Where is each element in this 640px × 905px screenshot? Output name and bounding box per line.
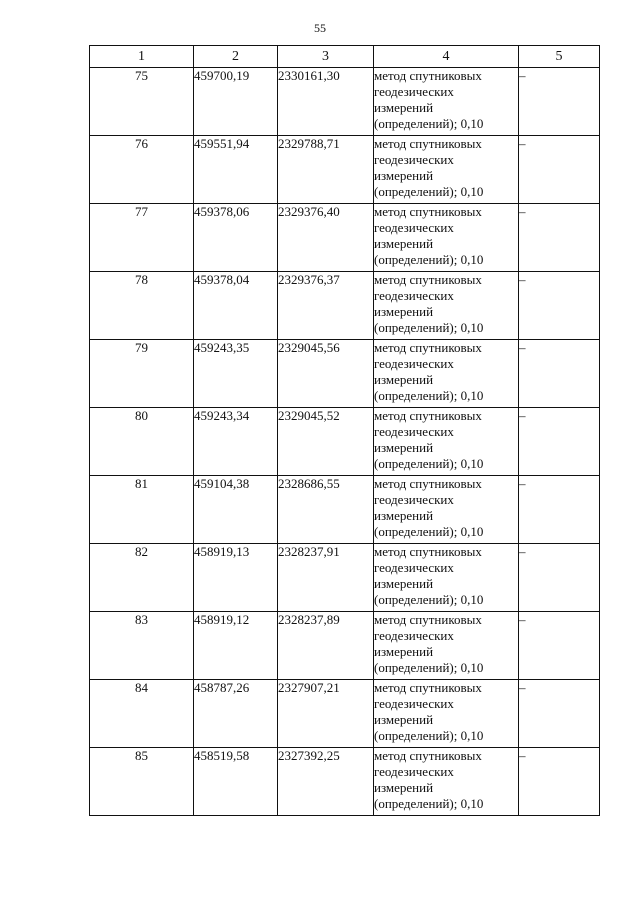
table-row — [90, 680, 600, 748]
point-number-cell: 76 — [90, 136, 194, 204]
description-cell: – — [519, 272, 600, 340]
method-cell — [374, 544, 519, 612]
x-coordinate-cell: 459378,06 — [194, 204, 278, 272]
description-cell: – — [519, 612, 600, 680]
method-line: (определений); 0,10 — [374, 592, 484, 607]
method-cell — [374, 340, 519, 408]
method-line: (определений); 0,10 — [374, 184, 484, 199]
description-cell: – — [519, 544, 600, 612]
method-line: измерений — [374, 168, 434, 183]
column-header-1: 1 — [90, 46, 194, 68]
point-number-cell: 80 — [90, 408, 194, 476]
table-row — [90, 68, 600, 136]
table-header — [90, 46, 600, 68]
description-cell: – — [519, 340, 600, 408]
x-coordinate-cell: 459551,94 — [194, 136, 278, 204]
x-coordinate-cell: 459104,38 — [194, 476, 278, 544]
method-line: геодезических — [374, 764, 454, 779]
method-line: метод спутниковых — [374, 68, 482, 83]
table-row — [90, 748, 600, 816]
x-coordinate-cell: 458919,13 — [194, 544, 278, 612]
method-line: (определений); 0,10 — [374, 252, 484, 267]
y-coordinate-cell: 2329376,37 — [278, 272, 374, 340]
y-coordinate-cell: 2329376,40 — [278, 204, 374, 272]
method-line: метод спутниковых — [374, 408, 482, 423]
x-coordinate-cell: 459243,35 — [194, 340, 278, 408]
method-line: геодезических — [374, 696, 454, 711]
table-row — [90, 408, 600, 476]
method-line: (определений); 0,10 — [374, 660, 484, 675]
x-coordinate-cell: 458519,58 — [194, 748, 278, 816]
method-line: измерений — [374, 644, 434, 659]
method-line: геодезических — [374, 356, 454, 371]
method-line: измерений — [374, 372, 434, 387]
table-row — [90, 476, 600, 544]
method-line: геодезических — [374, 560, 454, 575]
x-coordinate-cell: 458787,26 — [194, 680, 278, 748]
point-number-cell: 78 — [90, 272, 194, 340]
point-number-cell: 75 — [90, 68, 194, 136]
table-row — [90, 544, 600, 612]
method-cell — [374, 748, 519, 816]
y-coordinate-cell: 2330161,30 — [278, 68, 374, 136]
description-cell: – — [519, 680, 600, 748]
point-number-cell: 82 — [90, 544, 194, 612]
method-line: метод спутниковых — [374, 476, 482, 491]
method-line: (определений); 0,10 — [374, 524, 484, 539]
method-line: геодезических — [374, 288, 454, 303]
method-line: (определений); 0,10 — [374, 796, 484, 811]
table-row — [90, 204, 600, 272]
method-line: измерений — [374, 712, 434, 727]
description-cell: – — [519, 476, 600, 544]
y-coordinate-cell: 2327392,25 — [278, 748, 374, 816]
method-line: геодезических — [374, 492, 454, 507]
method-line: метод спутниковых — [374, 340, 482, 355]
description-cell: – — [519, 748, 600, 816]
y-coordinate-cell: 2328237,91 — [278, 544, 374, 612]
method-line: измерений — [374, 576, 434, 591]
method-line: метод спутниковых — [374, 680, 482, 695]
point-number-cell: 81 — [90, 476, 194, 544]
method-line: метод спутниковых — [374, 544, 482, 559]
point-number-cell: 84 — [90, 680, 194, 748]
method-cell — [374, 68, 519, 136]
method-line: (определений); 0,10 — [374, 116, 484, 131]
method-line: измерений — [374, 236, 434, 251]
point-number-cell: 77 — [90, 204, 194, 272]
method-cell — [374, 204, 519, 272]
x-coordinate-cell: 459243,34 — [194, 408, 278, 476]
point-number-cell: 85 — [90, 748, 194, 816]
method-line: измерений — [374, 780, 434, 795]
method-line: метод спутниковых — [374, 204, 482, 219]
method-line: измерений — [374, 304, 434, 319]
table-row — [90, 272, 600, 340]
table-body — [90, 68, 600, 816]
page-number: 55 — [314, 21, 326, 35]
table-row — [90, 340, 600, 408]
method-line: измерений — [374, 440, 434, 455]
header-row — [90, 46, 600, 68]
coordinates-table — [89, 45, 600, 816]
method-line: (определений); 0,10 — [374, 320, 484, 335]
method-line: (определений); 0,10 — [374, 728, 484, 743]
y-coordinate-cell: 2329045,56 — [278, 340, 374, 408]
description-cell: – — [519, 68, 600, 136]
method-line: (определений); 0,10 — [374, 456, 484, 471]
method-line: геодезических — [374, 84, 454, 99]
method-cell — [374, 476, 519, 544]
method-line: метод спутниковых — [374, 748, 482, 763]
x-coordinate-cell: 459378,04 — [194, 272, 278, 340]
table-row — [90, 136, 600, 204]
method-cell — [374, 408, 519, 476]
point-number-cell: 83 — [90, 612, 194, 680]
method-line: геодезических — [374, 424, 454, 439]
point-number-cell: 79 — [90, 340, 194, 408]
method-line: метод спутниковых — [374, 272, 482, 287]
y-coordinate-cell: 2328686,55 — [278, 476, 374, 544]
method-line: геодезических — [374, 628, 454, 643]
method-line: измерений — [374, 508, 434, 523]
y-coordinate-cell: 2327907,21 — [278, 680, 374, 748]
method-line: геодезических — [374, 220, 454, 235]
description-cell: – — [519, 136, 600, 204]
method-line: измерений — [374, 100, 434, 115]
table-row — [90, 612, 600, 680]
column-header-5: 5 — [519, 46, 600, 68]
y-coordinate-cell: 2329045,52 — [278, 408, 374, 476]
method-line: метод спутниковых — [374, 612, 482, 627]
method-cell — [374, 680, 519, 748]
description-cell: – — [519, 408, 600, 476]
x-coordinate-cell: 459700,19 — [194, 68, 278, 136]
y-coordinate-cell: 2328237,89 — [278, 612, 374, 680]
method-line: геодезических — [374, 152, 454, 167]
x-coordinate-cell: 458919,12 — [194, 612, 278, 680]
y-coordinate-cell: 2329788,71 — [278, 136, 374, 204]
method-line: метод спутниковых — [374, 136, 482, 151]
column-header-3: 3 — [278, 46, 374, 68]
column-header-4: 4 — [374, 46, 519, 68]
description-cell: – — [519, 204, 600, 272]
method-cell — [374, 272, 519, 340]
column-header-2: 2 — [194, 46, 278, 68]
method-cell — [374, 612, 519, 680]
method-cell — [374, 136, 519, 204]
method-line: (определений); 0,10 — [374, 388, 484, 403]
